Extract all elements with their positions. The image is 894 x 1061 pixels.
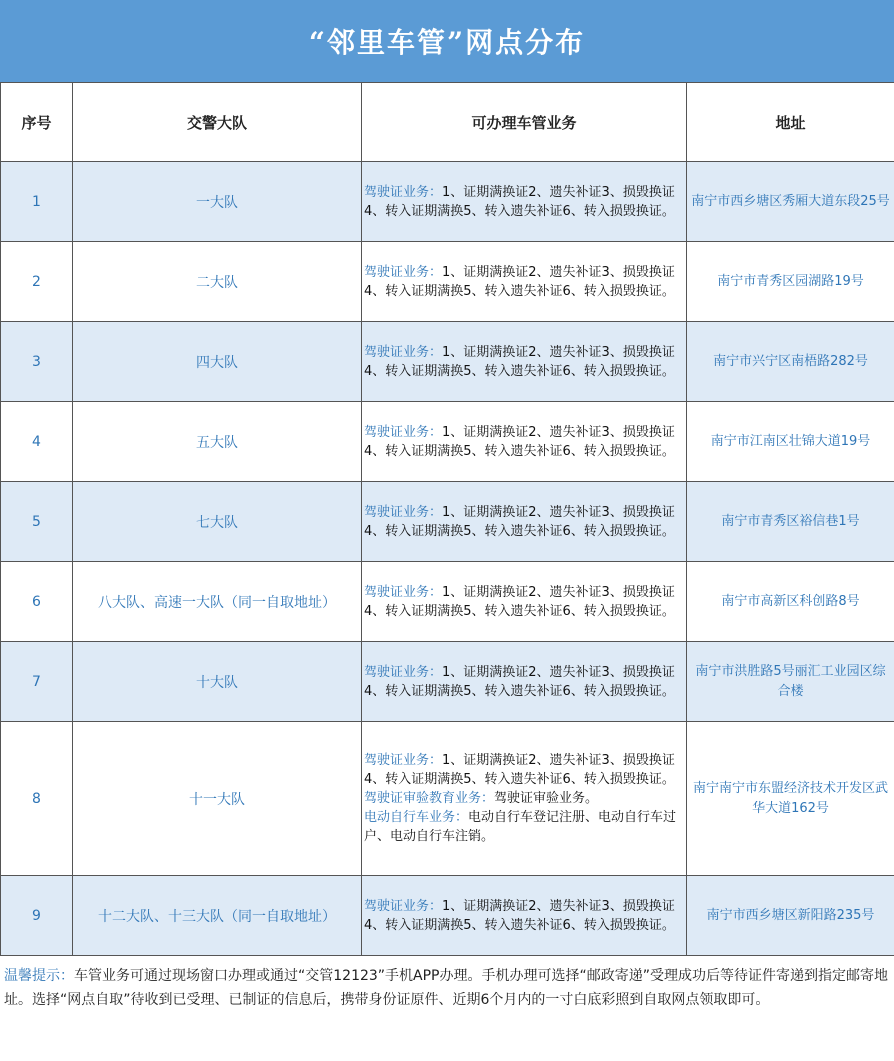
service-text: 1、证期满换证2、遗失补证3、损毁换证4、转入证期满换5、转入遗失补证6、转入损毁换证。 [364, 584, 675, 619]
service-text: 1、证期满换证2、遗失补证3、损毁换证4、转入证期满换5、转入遗失补证6、转入损毁换证。 [364, 664, 675, 699]
row-services [362, 242, 687, 322]
service-text: 1、证期满换证2、遗失补证3、损毁换证4、转入证期满换5、转入遗失补证6、转入损毁换证。 [364, 184, 675, 219]
service-label: 驾驶证业务： [364, 264, 443, 280]
row-index: 3 [1, 322, 73, 402]
service-entry [364, 583, 684, 621]
row-index: 5 [1, 482, 73, 562]
service-label: 驾驶证业务： [364, 504, 443, 520]
row-services [362, 162, 687, 242]
row-team: 十一大队 [73, 722, 362, 876]
service-entry [364, 789, 684, 808]
header-index: 序号 [1, 83, 73, 162]
row-team: 十二大队、十三大队（同一自取地址） [73, 876, 362, 956]
service-text: 电动自行车登记注册、电动自行车过户、电动自行车注销。 [364, 810, 677, 844]
service-label: 驾驶证业务： [364, 898, 443, 914]
table-header-row [1, 83, 894, 162]
service-entry [364, 751, 684, 789]
footer-label: 温馨提示： [4, 968, 74, 984]
service-entry [364, 183, 684, 221]
service-text: 1、证期满换证2、遗失补证3、损毁换证4、转入证期满换5、转入遗失补证6、转入损毁换证。 [364, 264, 675, 299]
service-text: 1、证期满换证2、遗失补证3、损毁换证4、转入证期满换5、转入遗失补证6、转入损毁换证。 [364, 753, 675, 787]
row-team: 一大队 [73, 162, 362, 242]
row-index: 6 [1, 562, 73, 642]
row-services [362, 322, 687, 402]
header-services: 可办理车管业务 [362, 83, 687, 162]
row-index: 8 [1, 722, 73, 876]
row-index: 7 [1, 642, 73, 722]
row-team: 八大队、高速一大队（同一自取地址） [73, 562, 362, 642]
table-row [1, 242, 894, 322]
row-services [362, 876, 687, 956]
service-entry [364, 897, 684, 935]
row-team: 五大队 [73, 402, 362, 482]
service-text: 1、证期满换证2、遗失补证3、损毁换证4、转入证期满换5、转入遗失补证6、转入损毁换证。 [364, 898, 675, 933]
service-text: 驾驶证审验业务。 [494, 791, 599, 806]
row-address: 南宁市高新区科创路8号 [687, 562, 894, 642]
service-label: 驾驶证业务： [364, 424, 443, 440]
service-label: 驾驶证业务： [364, 753, 443, 768]
table-row [1, 722, 894, 876]
row-team: 二大队 [73, 242, 362, 322]
service-text: 1、证期满换证2、遗失补证3、损毁换证4、转入证期满换5、转入遗失补证6、转入损毁换证。 [364, 504, 675, 539]
table-row [1, 642, 894, 722]
service-label: 驾驶证审验教育业务： [364, 791, 495, 806]
row-address: 南宁市洪胜路5号丽汇工业园区综合楼 [687, 642, 894, 722]
service-entry [364, 343, 684, 381]
branch-table [0, 82, 894, 956]
row-services [362, 722, 687, 876]
service-entry [364, 503, 684, 541]
header-address: 地址 [687, 83, 894, 162]
row-services [362, 642, 687, 722]
header-team: 交警大队 [73, 83, 362, 162]
footer-note [0, 956, 894, 1012]
row-team: 七大队 [73, 482, 362, 562]
row-index: 1 [1, 162, 73, 242]
table-row [1, 162, 894, 242]
table-row [1, 402, 894, 482]
page-title: “邻里车管”网点分布 [0, 0, 894, 82]
row-services [362, 482, 687, 562]
row-address: 南宁市青秀区园湖路19号 [687, 242, 894, 322]
service-entry [364, 808, 684, 846]
row-address: 南宁市西乡塘区秀厢大道东段25号 [687, 162, 894, 242]
row-services [362, 562, 687, 642]
row-team: 四大队 [73, 322, 362, 402]
row-address: 南宁市江南区壮锦大道19号 [687, 402, 894, 482]
row-index: 9 [1, 876, 73, 956]
service-entry [364, 423, 684, 461]
service-entry [364, 263, 684, 301]
service-entry [364, 663, 684, 701]
service-label: 驾驶证业务： [364, 664, 443, 680]
table-row [1, 876, 894, 956]
row-address: 南宁市西乡塘区新阳路235号 [687, 876, 894, 956]
service-label: 驾驶证业务： [364, 344, 443, 360]
service-label: 驾驶证业务： [364, 584, 443, 600]
row-address: 南宁南宁市东盟经济技术开发区武华大道162号 [687, 722, 894, 876]
row-index: 4 [1, 402, 73, 482]
table-row [1, 322, 894, 402]
row-address: 南宁市青秀区裕信巷1号 [687, 482, 894, 562]
row-services [362, 402, 687, 482]
row-address: 南宁市兴宁区南梧路282号 [687, 322, 894, 402]
service-label: 电动自行车业务： [364, 810, 469, 825]
table-row [1, 562, 894, 642]
service-label: 驾驶证业务： [364, 184, 443, 200]
row-team: 十大队 [73, 642, 362, 722]
row-index: 2 [1, 242, 73, 322]
footer-text: 车管业务可通过现场窗口办理或通过“交管12123”手机APP办理。手机办理可选择“邮政寄递”受理成功后等待证件寄递到指定邮寄地址。选择“网点自取”待收到已受理、已制证的信息后，携带身份证原件、近期6个月内的一寸白底彩照到自取网点领取即可。 [4, 968, 889, 1008]
service-text: 1、证期满换证2、遗失补证3、损毁换证4、转入证期满换5、转入遗失补证6、转入损毁换证。 [364, 424, 675, 459]
service-text: 1、证期满换证2、遗失补证3、损毁换证4、转入证期满换5、转入遗失补证6、转入损毁换证。 [364, 344, 675, 379]
table-row [1, 482, 894, 562]
